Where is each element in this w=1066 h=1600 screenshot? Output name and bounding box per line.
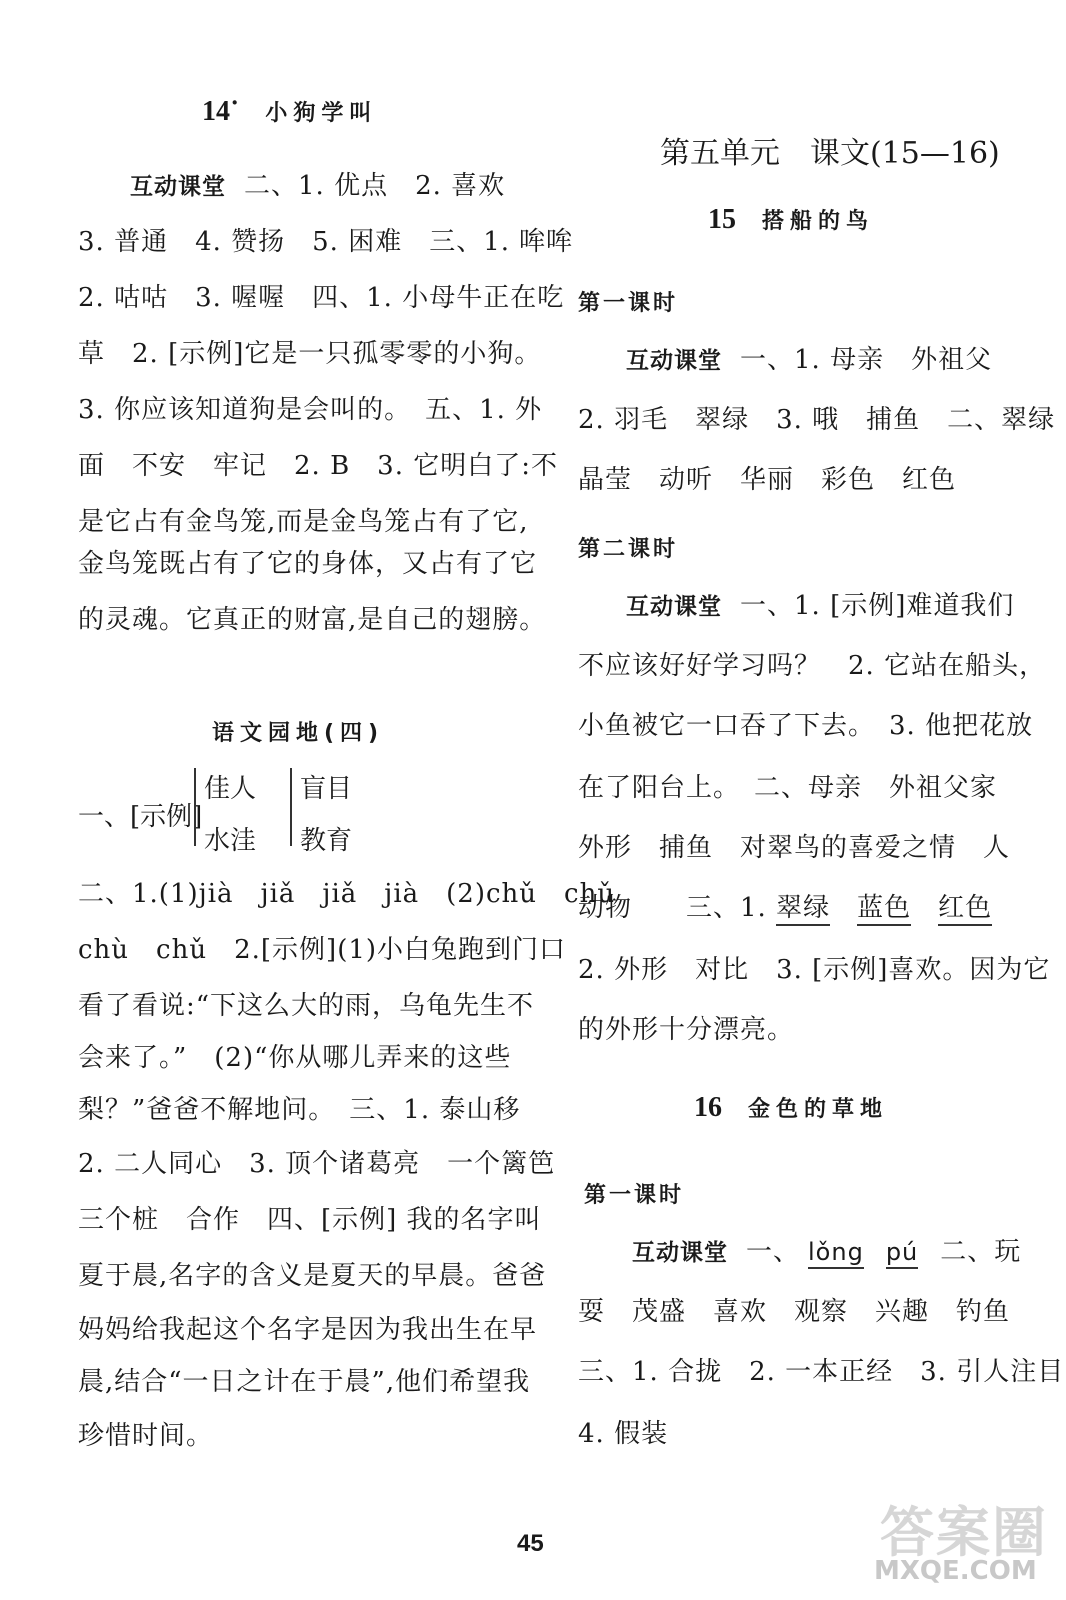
text-line: 金鸟笼既占有了它的身体，又占有了它 xyxy=(78,549,538,579)
lesson-15-title: 15 搭船的鸟 xyxy=(708,204,875,235)
watermark xyxy=(870,1490,1050,1590)
period-heading: 第二课时 xyxy=(578,537,679,562)
lesson-14-title xyxy=(202,96,377,128)
text-line: 外形 捕鱼 对翠鸟的喜爱之情 人 xyxy=(578,833,1011,863)
page-number: 45 xyxy=(517,1530,544,1557)
text-line: 2. 外形 对比 3. [示例]喜欢。因为它 xyxy=(578,955,1051,985)
text-line: 3. 普通 4. 赞扬 5. 困难 三、1. 哞哞 xyxy=(78,227,574,257)
watermark-logo-text: 答案圈 xyxy=(880,1501,1048,1564)
text-line: 会来了。” (2)“你从哪儿弄来的这些 xyxy=(78,1043,512,1073)
watermark-url: MXQE.COM xyxy=(874,1556,1037,1586)
text-line: 晨,结合“一日之计在于晨”,他们希望我 xyxy=(78,1367,531,1397)
text-line: 是它占有金鸟笼,而是金鸟笼占有了它, xyxy=(78,507,529,537)
interactive-label: 互动课堂 xyxy=(130,174,226,200)
left-brace xyxy=(194,768,202,846)
yuwen-title: 语文园地(四) xyxy=(212,721,385,746)
text-line: 2. 咕咕 3. 喔喔 四、1. 小母牛正在吃 xyxy=(78,283,565,313)
text-line: 动物 三、1. 翠绿 蓝色 红色 xyxy=(578,890,992,926)
text-line: 互动课堂 一、 lǒng pú 二、玩 xyxy=(632,1237,1022,1267)
text-line: 的灵魂。它真正的财富,是自己的翅膀。 xyxy=(78,605,547,635)
text-line: 互动课堂 一、1. 母亲 外祖父 xyxy=(626,345,993,375)
text-line: 看了看说:“下这么大的雨，乌龟先生不 xyxy=(78,991,535,1021)
text-line: 2. 二人同心 3. 顶个诸葛亮 一个篱笆 xyxy=(78,1149,556,1179)
word-pair-block: 一、[示例] 佳人 水洼 盲目 教育 xyxy=(78,768,518,858)
text-line: 夏于晨,名字的含义是夏天的早晨。爸爸 xyxy=(78,1261,547,1291)
text-line: 互动课堂 一、1. [示例]难道我们 xyxy=(626,591,1015,621)
text-line: 2. 羽毛 翠绿 3. 哦 捕鱼 二、翠绿 xyxy=(578,405,1056,435)
text-line: 三个桩 合作 四、[示例] 我的名字叫 xyxy=(78,1205,542,1235)
text-line: 三、1. 合拢 2. 一本正经 3. 引人注目 xyxy=(578,1357,1065,1387)
text-line: 3. 你应该知道狗是会叫的。 五、1. 外 xyxy=(78,395,543,425)
text-line: 互动课堂 二、1. 优点 2. 喜欢 xyxy=(130,171,506,201)
lesson-16-title: 16 金色的草地 xyxy=(694,1092,889,1123)
text-line: 不应该好好学习吗？ 2. 它站在船头， xyxy=(578,651,1047,681)
text-line: 在了阳台上。 二、母亲 外祖父家 xyxy=(578,773,998,803)
text-line: chù chǔ 2.[示例](1)小白兔跑到门口 xyxy=(78,935,567,965)
lesson-name: 小狗学叫 xyxy=(265,101,378,126)
text-line: 梨？”爸爸不解地问。 三、1. 泰山移 xyxy=(78,1095,521,1125)
period-heading: 第一课时 xyxy=(578,291,679,316)
text-line: 小鱼被它一口吞了下去。 3. 他把花放 xyxy=(578,711,1034,741)
text-line: 的外形十分漂亮。 xyxy=(578,1015,795,1045)
text-line: 耍 茂盛 喜欢 观察 兴趣 钓鱼 xyxy=(578,1297,1011,1327)
text-line: 草 2. [示例]它是一只孤零零的小狗。 xyxy=(78,339,542,369)
unit-title: 第五单元 课文(15—16) xyxy=(660,136,1000,171)
text-line: 面 不安 牢记 2. B 3. 它明白了:不 xyxy=(78,451,559,481)
right-brace xyxy=(290,768,298,846)
text-line: 妈妈给我起这个名字是因为我出生在早 xyxy=(78,1315,538,1345)
example-label: 一、[示例] xyxy=(78,802,203,832)
lesson-number: 14˙ xyxy=(202,96,240,127)
text-line: 二、1.(1)jià jiǎ jiǎ jià (2)chǔ chǔ xyxy=(78,879,616,909)
text-line: 晶莹 动听 华丽 彩色 红色 xyxy=(578,465,957,495)
period-heading: 第一课时 xyxy=(584,1183,685,1208)
text-line: 4. 假装 xyxy=(578,1419,669,1449)
text-line: 珍惜时间。 xyxy=(78,1421,214,1451)
